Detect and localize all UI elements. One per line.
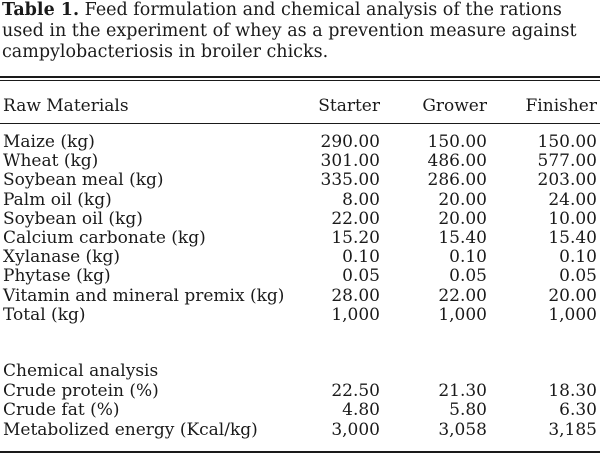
top-rule-2 <box>0 80 600 81</box>
table-row-starter: 301.00 <box>320 151 380 172</box>
header-finisher: Finisher <box>525 96 597 116</box>
table-row-finisher: 24.00 <box>548 189 597 210</box>
chemical-row-grower: 5.80 <box>449 400 487 421</box>
table-row-starter: 335.00 <box>320 170 380 191</box>
table-row-label: Total (kg) <box>3 304 86 325</box>
table-row-starter: 290.00 <box>320 132 380 152</box>
table-row-grower: 1,000 <box>438 304 487 325</box>
table-row-grower: 20.00 <box>438 189 487 210</box>
table-row-label: Maize (kg) <box>3 132 95 152</box>
table-row-starter: 1,000 <box>331 304 380 325</box>
table-row-finisher: 0.10 <box>559 247 597 268</box>
caption-text: Feed formulation and chemical analysis of the rations used in the experiment of whey as a prevention measure against campylobacteriosis in broiler chicks. <box>2 0 577 62</box>
table-row-label: Wheat (kg) <box>3 151 99 172</box>
header-rule <box>0 123 600 124</box>
chemical-row-grower: 21.30 <box>438 381 487 402</box>
table-row-starter: 28.00 <box>331 285 380 306</box>
table-row-grower: 20.00 <box>438 208 487 229</box>
table-row-label: Palm oil (kg) <box>3 189 112 210</box>
table-row-label: Soybean meal (kg) <box>3 170 164 191</box>
top-rule-1 <box>0 76 600 78</box>
chemical-row-finisher: 3,185 <box>548 419 597 440</box>
table-row-label: Phytase (kg) <box>3 266 111 287</box>
caption-label: Table 1. <box>2 0 80 20</box>
table-row-label: Calcium carbonate (kg) <box>3 228 206 248</box>
table-row-finisher: 203.00 <box>537 170 597 191</box>
table-row-grower: 0.10 <box>449 247 487 268</box>
table-row-finisher: 15.40 <box>548 228 597 248</box>
chemical-row-label: Metabolized energy (Kcal/kg) <box>3 419 258 440</box>
table-row-starter: 22.00 <box>331 208 380 229</box>
table-row-finisher: 10.00 <box>548 208 597 229</box>
table-row-grower: 150.00 <box>427 132 487 152</box>
chemical-row-label: Crude fat (%) <box>3 400 120 421</box>
table-row-grower: 486.00 <box>427 151 487 172</box>
header-grower: Grower <box>422 96 487 116</box>
chemical-analysis-heading: Chemical analysis <box>3 361 159 381</box>
table-caption <box>2 0 598 63</box>
chemical-row-finisher: 6.30 <box>559 400 597 421</box>
table-row-finisher: 150.00 <box>537 132 597 152</box>
table-row-label: Xylanase (kg) <box>3 247 120 268</box>
table-row-finisher: 20.00 <box>548 285 597 306</box>
chemical-row-grower: 3,058 <box>438 419 487 440</box>
table-row-finisher: 577.00 <box>537 151 597 172</box>
table-row-label: Soybean oil (kg) <box>3 208 143 229</box>
chemical-row-starter: 4.80 <box>342 400 380 421</box>
table-row-label: Vitamin and mineral premix (kg) <box>3 285 285 306</box>
table-row-grower: 22.00 <box>438 285 487 306</box>
table-row-grower: 286.00 <box>427 170 487 191</box>
header-raw-materials: Raw Materials <box>3 96 129 116</box>
table-row-starter: 8.00 <box>342 189 380 210</box>
table-row-grower: 15.40 <box>438 228 487 248</box>
header-starter: Starter <box>318 96 380 116</box>
chemical-row-starter: 22.50 <box>331 381 380 402</box>
table-row-finisher: 0.05 <box>559 266 597 287</box>
chemical-row-finisher: 18.30 <box>548 381 597 402</box>
chemical-row-label: Crude protein (%) <box>3 381 159 402</box>
table-row-starter: 15.20 <box>331 228 380 248</box>
chemical-row-starter: 3,000 <box>331 419 380 440</box>
table-row-starter: 0.05 <box>342 266 380 287</box>
table-row-grower: 0.05 <box>449 266 487 287</box>
bottom-rule <box>0 451 600 453</box>
table-row-starter: 0.10 <box>342 247 380 268</box>
table-row-finisher: 1,000 <box>548 304 597 325</box>
